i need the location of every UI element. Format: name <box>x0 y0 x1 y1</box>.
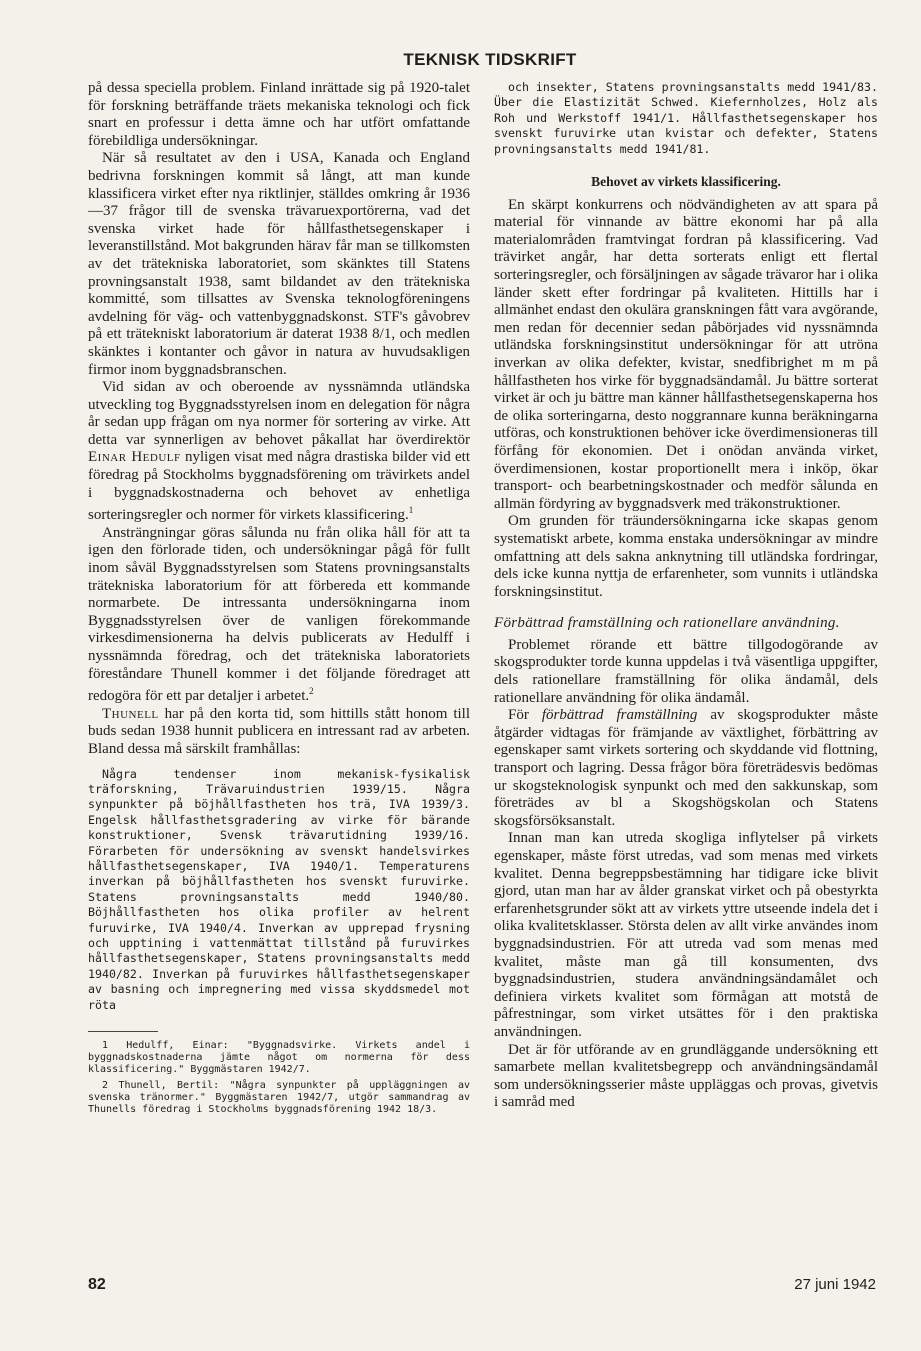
page-number: 82 <box>88 1276 106 1293</box>
section-heading: Behovet av virkets klassificering. <box>591 174 781 190</box>
footnote-2: 2 Thunell, Bertil: "Några synpunkter på uppläggningen av svenska tränormer." Byggmästaren 1942/7, utgör sammandrag av Thunells föredrag i Stockholms byggnadsförening 1942 18/3. <box>88 1080 470 1116</box>
text-span: Vid sidan av och oberoende av nyssnämnda utländska utveckling tog Byggnadsstyrelsen inom en delegation för några år sedan upp frågan om nya normer för sortering av virke. Att detta var synnerligen av behovet påkallat har överdirektör <box>88 379 470 448</box>
text-span: av skogsprodukter måste åtgärder vidtagas för främjande av växtlighet, förbättring av egenskaper samt virkets sortering och skyddande vid flottning, transport och lagring. Dessa frågor böra företrädesvis bedömas ur skogsteknologisk synpunkt och med den sakkunskap, som företrädes av bl a Skogshögskolan och Statens skogsförsöksanstalt. <box>494 707 879 829</box>
paragraph: Det är för utförande av en grundläggande undersökning ett samarbete mellan kvalitetsbegrepp och användningsändamål som undersökningsserier måste uppläggas och provas, givetvis i samråd med <box>494 1041 878 1111</box>
footnote-divider <box>88 1031 158 1032</box>
paragraph: När så resultatet av den i USA, Kanada och England bedrivna forskningen kommit så långt, att man kunde klassificera virket efter nya riktlinjer, ställdes omkring år 1936—37 frågor till de svenska trävaruexportörerna, vad det svenska virket hade för hållfasthetsegenskaper i leveranstillstånd. Mot bakgrunden härav får man se tillkomsten av det trätekniska laboratoriet, som skänktes till Statens provningsanstalt 1938, samt bildandet av den trätekniska kommitté, som tillsattes av Svenska teknologföreningens avdelning för väg- och vattenbyggnadskonst. STF's gåvobrev på ett trätekniskt laboratorium är daterat 1938 8/1, och medlen skänktes i kontanter och gåvor in natura av huvudsakligen firmor inom byggnadsbranschen. <box>88 150 470 378</box>
footnote-ref: 2 <box>309 686 314 697</box>
section-subheading: Förbättrad framställning och rationellare användning. <box>494 615 840 632</box>
issue-date: 27 juni 1942 <box>794 1276 876 1293</box>
paragraph <box>494 707 878 830</box>
person-name: Einar Hedulf <box>88 449 181 466</box>
person-name: Thunell <box>102 705 159 722</box>
publication-list-continued: och insekter, Statens provningsanstalts medd 1941/83. Über die Elastizität Schwed. Kiefernholzes, Holz als Roh und Werkstoff 1941/1. Hållfasthetsegenskaper hos svenskt furuvirke utan kvistar och defekter, Statens provningsanstalts medd 1941/81. <box>494 80 878 156</box>
footnote-1: 1 Hedulff, Einar: "Byggnadsvirke. Virkets andel i byggnadskostnaderna jämte något om normerna för dess klassificering." Byggmästaren 1942/7. <box>88 1040 470 1076</box>
journal-masthead: TEKNISK TIDSKRIFT <box>403 50 577 69</box>
right-column <box>494 80 878 1112</box>
paragraph: Om grunden för träundersökningarna icke skapas genom systematiskt arbete, komma enstaka undersökningar av mindre omfattning att dels sakna anknytning till utländska fordringar, dels icke kunna nyttja de erfarenheter, som vunnits i utländska forskningsinstitut. <box>494 513 878 600</box>
paragraph: Problemet rörande ett bättre tillgodogörande av skogsprodukter torde kunna uppdelas i två väsentliga uppgifter, dels rationellare framställning för olika ändamål, dels rationellare användning för olika ändamål. <box>494 636 878 706</box>
paragraph: En skärpt konkurrens och nödvändigheten av att spara på material för vinnande av bättre ekonomi har på alla materialområden framtvingat fordran på klassificering. Vad trävirket angår, har detta sorterats enligt ett flertal sorteringsregler, och försäljningen av sågade trävaror har i olika länder skett efter fordringar på kvaliteten. Hittills har i allmänhet endast den okulära granskningen fått vara avgörande, men redan för decennier sedan påbörjades vid nyssnämnda utländska forskningsinstitut undersökningar för att utröna inverkan av olika defekter, kvistar, snedfibrighet m m på hållfastheten hos virke för byggnadsändamål. Ju bättre sorterat virket är och ju bättre man känner hållfasthetsegenskaperna hos de olika sorteringarna, desto noggrannare kunna beräkningarna utföras, och konstruktionen behöver icke överdimensioneras till förfång för ekonomien. Det i onödan använda virket, överdimensionen, kostar proportionellt mera i inköp, ökar transport- och bearbetningskostnader och medför sålunda en allmän fördyring av byggnadsverk med träkonstruktioner. <box>494 196 878 512</box>
text-span: För <box>508 707 529 724</box>
paragraph <box>88 706 470 759</box>
text-span: Ansträngningar göras sålunda nu från olika håll för att ta igen den förlorade tiden, och undersökningar pågå för fullt inom såväl Byggnadsstyrelsen som Statens provningsanstalts trätekniska laboratorium för att förbereda ett kommande normarbete. De intressanta undersökningarna inom Byggnadsstyrelsen över de vanligen förekommande virkesdimensionerna ha delvis publicerats av Hedulff i nyssnämnda föredrag, och det trätekniska laboratoriets föreståndare Thunell kommer i det följande föredraget att redogöra för ett par detaljer i arbetet. <box>88 524 470 705</box>
text-span: har på den korta tid, som hittills stått honom till buds sedan 1938 hunnit publicera en intressant rad av arbeten. Bland dessa må särskilt framhållas: <box>88 705 471 757</box>
text-span: nyligen visat med några drastiska bilder vid ett föredrag på Stockholms byggnadsförening om trävirkets andel i byggnadskostnaderna och behovet av enhetliga sorteringsregler och normer för virkets klassificering. <box>88 449 471 524</box>
paragraph: på dessa speciella problem. Finland inrättade sig på 1920-talet för forskning beträffande träets mekaniska teknologi och fick snart en professur i detta ämne och har utfört omfattande förebildliga undersökningar. <box>88 80 470 149</box>
left-column <box>88 80 470 1120</box>
footnote-ref: 1 <box>408 505 414 516</box>
publication-list: Några tendenser inom mekanisk-fysikalisk träforskning, Trävaruindustrien 1939/15. Några synpunkter på böjhållfastheten hos trä, IVA 1939/3. Engelsk hållfasthetsgradering av virke för bärande konstruktioner, Svensk trävarutidning 1939/16. Förarbeten för undersökning av svenskt handelsvirkes hållfasthetsegenskaper, IVA 1940/1. Temperaturens inverkan på böjhållfastheten hos svenskt furuvirke. Statens provningsanstalts medd 1940/80. Böjhållfastheten hos olika profiler av helrent furuvirke, IVA 1940/4. Inverkan av upprepad frysning och upptining i vattenmättat tillstånd på furuvirkes hållfasthetsegenskaper, Statens provningsanstalts medd 1940/82. Inverkan på furuvirkes hållfasthetsegenskaper av basning och impregnering med vissa skyddsmedel mot röta <box>88 766 470 1012</box>
emphasis: förbättrad framställning <box>541 707 698 724</box>
paragraph: Innan man kan utreda skogliga inflytelser på virkets egenskaper, måste först utredas, vad som menas med virkets kvalitet. Denna begreppsbestämning har tidigare icke blivit gjord, utan man har av ålder granskat virket och på obestyrkta erfarenhetsgrunder sökt att av virkets yttre utseende indela det i olika kvalitetsklasser. Största delen av allt virke användes inom byggnadsindustrien. För att utreda vad som menas med kvalitet, måste man gå till konsumenten, dvs byggnadsindustrien, studera användningsändamålet och definiera virkets kvalitet som förmågan att motstå de påfrestningar, som virket utsättes för i den praktiska användningen. <box>494 830 878 1040</box>
paragraph <box>88 379 470 525</box>
paragraph <box>88 525 470 706</box>
footnotes <box>88 1040 470 1116</box>
